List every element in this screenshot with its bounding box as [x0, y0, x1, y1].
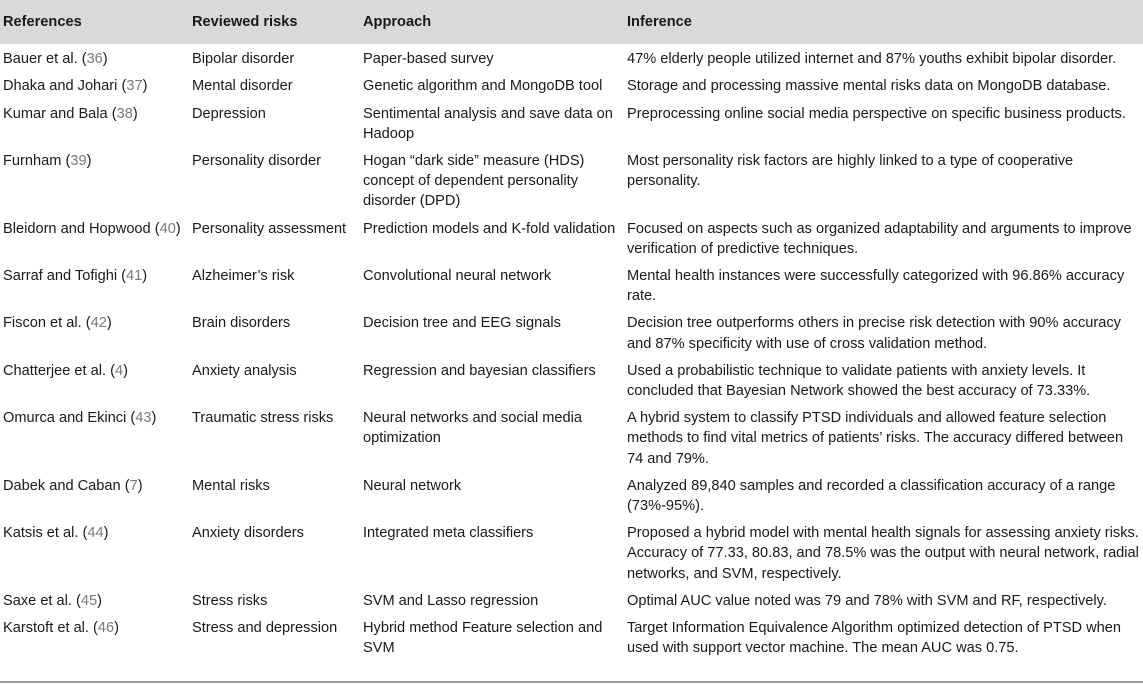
risk-cell: Mental risks — [192, 477, 270, 494]
inference-cell: Decision tree outperforms others in precise risk detection with 90% accuracy and 87% specificity with use of cross validation method. — [627, 315, 1121, 352]
inference-cell: Used a probabilistic technique to validate patients with anxiety levels. It concluded that Bayesian Network showed the best accuracy of 73.33%. — [627, 362, 1091, 400]
reference-open-paren: ( — [88, 620, 98, 637]
reference-name: Dabek and Caban — [3, 477, 121, 494]
risk-cell: Stress risks — [192, 592, 268, 609]
reference-link[interactable]: 46 — [97, 620, 115, 637]
reference-cell — [0, 263, 190, 310]
reference-link[interactable]: 42 — [90, 315, 107, 332]
reference-close-paren: ) — [123, 362, 128, 379]
risk-cell: Depression — [192, 105, 266, 122]
risk-cell: Brain disorders — [192, 315, 291, 332]
table-row — [0, 216, 1143, 263]
approach-cell: Hybrid method Feature selection and SVM — [363, 620, 603, 657]
approach-cell: Genetic algorithm and MongoDB tool — [363, 78, 603, 95]
risk-cell: Anxiety disorders — [192, 525, 304, 542]
inference-cell: Focused on aspects such as organized adaptability and arguments to improve verification of predictive techniques. — [627, 220, 1132, 257]
inference-cell: Preprocessing online social media perspective on specific business products. — [627, 105, 1126, 122]
inference-cell: Target Information Equivalence Algorithm optimized detection of PTSD when used with support vector machine. The mean AUC was 0.75. — [627, 620, 1122, 657]
reference-name: Bleidorn and Hopwood — [3, 220, 151, 237]
reference-open-paren: ( — [61, 153, 71, 170]
inference-cell: A hybrid system to classify PTSD individuals and allowed feature selection methods to find vital metrics of patients’ risks. The accuracy differed between 74 and 79%. — [627, 410, 1124, 467]
reference-name: Fiscon et al. — [3, 315, 82, 332]
reference-name: Dhaka and Johari — [3, 78, 118, 95]
risk-cell: Anxiety analysis — [192, 362, 297, 379]
reference-close-paren: ) — [142, 268, 148, 285]
reference-link[interactable]: 39 — [70, 153, 87, 170]
table-header — [0, 0, 1143, 44]
reference-name: Karstoft et al. — [3, 620, 89, 637]
reference-link[interactable]: 45 — [80, 592, 98, 609]
table-row — [0, 44, 1143, 73]
table-row — [0, 148, 1143, 216]
table-row — [0, 358, 1143, 405]
reference-close-paren: ) — [103, 525, 109, 542]
reference-name: Sarraf and Tofighi — [3, 268, 118, 285]
risk-cell: Traumatic stress risks — [192, 410, 334, 427]
header-references: References — [0, 0, 190, 44]
risk-cell: Stress and depression — [192, 620, 338, 637]
reference-link[interactable]: 36 — [86, 51, 103, 68]
approach-cell: Prediction models and K-fold validation — [363, 220, 616, 237]
reference-cell — [0, 520, 190, 588]
approach-cell: Neural networks and social media optimization — [363, 410, 583, 447]
reference-open-paren: ( — [106, 362, 115, 379]
reference-close-paren: ) — [114, 620, 120, 637]
reference-close-paren: ) — [86, 153, 92, 170]
risk-cell: Mental disorder — [192, 78, 293, 95]
inference-cell: Analyzed 89,840 samples and recorded a classification accuracy of a range (73%-95%). — [627, 477, 1116, 515]
inference-cell: 47% elderly people utilized internet and 87% youths exhibit bipolar disorder. — [627, 51, 1117, 68]
table-body — [0, 44, 1143, 662]
reference-open-paren: ( — [81, 315, 91, 332]
approach-cell: Regression and bayesian classifiers — [363, 362, 596, 379]
approach-cell: Hogan “dark side” measure (HDS) concept of dependent personality disorder (DPD) — [363, 153, 585, 210]
reference-link[interactable]: 38 — [116, 105, 133, 122]
reference-close-paren: ) — [132, 105, 138, 122]
reference-open-paren: ( — [117, 268, 127, 285]
reference-open-paren: ( — [107, 105, 117, 122]
header-reviewed-risks: Reviewed risks — [190, 0, 361, 44]
table-row — [0, 405, 1143, 473]
reference-cell — [0, 73, 190, 100]
approach-cell: Neural network — [363, 477, 462, 494]
table-row — [0, 588, 1143, 615]
table-row — [0, 520, 1143, 588]
reference-open-paren: ( — [78, 525, 88, 542]
inference-cell: Mental health instances were successfully categorized with 96.86% accuracy rate. — [627, 268, 1125, 305]
reference-link[interactable]: 43 — [135, 410, 152, 427]
reference-cell — [0, 216, 190, 263]
reference-name: Bauer et al. — [3, 51, 78, 68]
approach-cell: SVM and Lasso regression — [363, 592, 539, 609]
table-row — [0, 310, 1143, 357]
reference-link[interactable]: 4 — [114, 362, 124, 379]
table-row — [0, 263, 1143, 310]
risk-cell: Bipolar disorder — [192, 51, 295, 68]
reference-name: Kumar and Bala — [3, 105, 108, 122]
reference-name: Saxe et al. — [3, 592, 72, 609]
reference-close-paren: ) — [142, 78, 148, 95]
header-approach: Approach — [361, 0, 625, 44]
reference-close-paren: ) — [151, 410, 157, 427]
reference-cell — [0, 358, 190, 405]
reference-open-paren: ( — [126, 410, 136, 427]
inference-cell: Proposed a hybrid model with mental health signals for assessing anxiety risks. Accuracy of 77.33, 80.83, and 78.5% was the output with neural network, radial networks, and SVM, respectively. — [627, 525, 1139, 582]
reference-cell — [0, 473, 190, 520]
reference-link[interactable]: 37 — [126, 78, 143, 95]
risk-cell: Personality assessment — [192, 220, 347, 237]
reference-close-paren: ) — [175, 220, 181, 237]
reference-name: Omurca and Ekinci — [3, 410, 127, 427]
reference-close-paren: ) — [106, 315, 112, 332]
table-row — [0, 73, 1143, 100]
reference-open-paren: ( — [71, 592, 81, 609]
reference-open-paren: ( — [77, 51, 87, 68]
reference-open-paren: ( — [117, 78, 127, 95]
table-row — [0, 101, 1143, 148]
reference-open-paren: ( — [120, 477, 130, 494]
approach-cell: Sentimental analysis and save data on Hadoop — [363, 105, 613, 142]
table-bottom-rule — [0, 681, 1143, 683]
reference-link[interactable]: 41 — [126, 268, 143, 285]
reference-name: Chatterjee et al. — [3, 362, 107, 379]
reference-name: Furnham — [3, 153, 62, 170]
reference-close-paren: ) — [97, 592, 102, 609]
reference-close-paren: ) — [102, 51, 108, 68]
reference-cell — [0, 148, 190, 216]
risk-cell: Alzheimer’s risk — [192, 268, 295, 285]
reference-link[interactable]: 40 — [159, 220, 176, 237]
reference-cell — [0, 101, 190, 148]
inference-cell: Storage and processing massive mental risks data on MongoDB database. — [627, 78, 1111, 95]
approach-cell: Convolutional neural network — [363, 268, 552, 285]
header-row — [0, 0, 1143, 44]
reference-close-paren: ) — [137, 477, 143, 494]
reference-name: Katsis et al. — [3, 525, 79, 542]
approach-cell: Integrated meta classifiers — [363, 525, 534, 542]
reference-link[interactable]: 44 — [87, 525, 104, 542]
reference-cell — [0, 405, 190, 473]
approach-cell: Decision tree and EEG signals — [363, 315, 561, 332]
risk-cell: Personality disorder — [192, 153, 321, 170]
header-inference: Inference — [625, 0, 1143, 44]
table-row — [0, 615, 1143, 662]
reference-cell — [0, 310, 190, 357]
inference-cell: Optimal AUC value noted was 79 and 78% with SVM and RF, respectively. — [627, 592, 1107, 609]
reference-cell — [0, 615, 190, 662]
reference-cell — [0, 44, 190, 73]
reference-cell — [0, 588, 190, 615]
reference-open-paren: ( — [150, 220, 160, 237]
inference-cell: Most personality risk factors are highly linked to a type of cooperative personality. — [627, 153, 1074, 190]
table-row — [0, 473, 1143, 520]
reference-link[interactable]: 7 — [129, 477, 138, 494]
approach-cell: Paper-based survey — [363, 51, 494, 68]
